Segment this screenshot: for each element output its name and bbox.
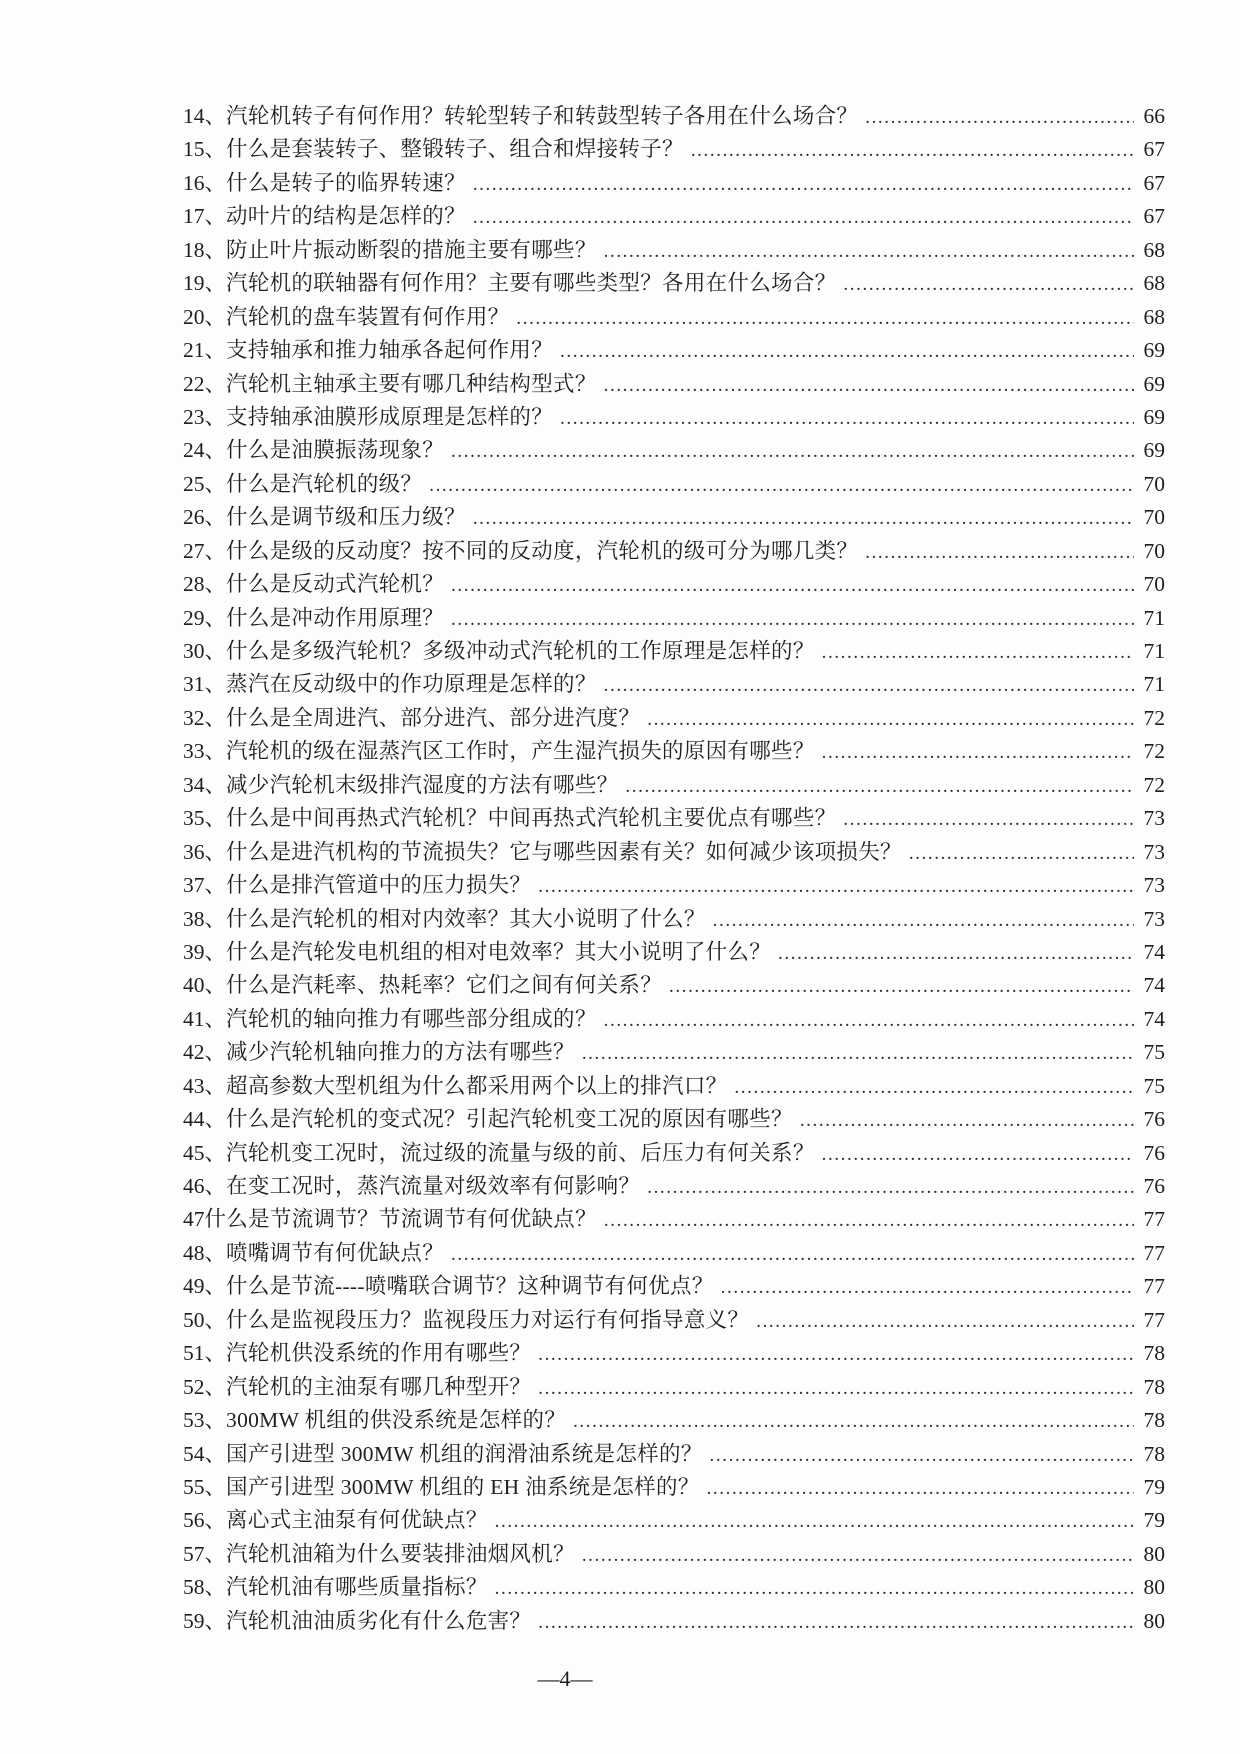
toc-entry-title: 300MW 机组的供没系统是怎样的？: [226, 1408, 567, 1433]
dotted-leader: [843, 806, 1134, 831]
toc-entry-title: 离心式主油泵有何优缺点？: [226, 1508, 488, 1533]
toc-entry-page-number: 66: [1143, 104, 1165, 128]
toc-entry-number: 17、: [183, 204, 227, 229]
toc-entry-page-number: 75: [1143, 1040, 1165, 1065]
dotted-leader: [734, 1074, 1134, 1099]
toc-entry-page-number: 75: [1143, 1073, 1165, 1098]
toc-entry-title: 什么是进汽机构的节流损失？它与哪些因素有关？如何减少该项损失？: [226, 839, 902, 864]
toc-entry-page-number: 78: [1143, 1374, 1165, 1399]
toc-entry-page-number: 78: [1143, 1441, 1165, 1466]
toc-entry-number: 29、: [183, 605, 227, 630]
toc-list: [183, 99, 1165, 1637]
toc-entry-number: 14、: [183, 104, 227, 128]
dotted-leader: [756, 1308, 1134, 1333]
toc-entry[interactable]: [183, 634, 1165, 667]
toc-entry-number: 55、: [183, 1474, 227, 1499]
toc-entry-page-number: 73: [1143, 806, 1165, 831]
dotted-leader: [473, 171, 1134, 196]
dotted-leader: [707, 1475, 1134, 1500]
toc-entry-page-number: 80: [1143, 1608, 1165, 1633]
toc-entry[interactable]: [183, 1403, 1165, 1436]
toc-entry-title: 什么是汽轮机的级？: [226, 471, 423, 496]
toc-entry-title: 汽轮机的盘车装置有何作用？: [226, 304, 510, 329]
toc-entry-title: 什么是冲动作用原理？: [226, 605, 445, 630]
toc-entry-number: 59、: [183, 1608, 227, 1633]
toc-entry[interactable]: [183, 400, 1165, 433]
toc-entry[interactable]: [183, 1202, 1165, 1235]
toc-entry[interactable]: [183, 1002, 1165, 1035]
toc-entry-title: 在变工况时，蒸汽流量对级效率有何影响？: [226, 1174, 641, 1198]
toc-entry-number: 32、: [183, 705, 227, 730]
dotted-leader: [573, 1408, 1134, 1433]
dotted-leader: [473, 505, 1134, 530]
toc-entry[interactable]: [183, 1303, 1165, 1336]
toc-entry-number: 47: [183, 1207, 205, 1232]
toc-entry-number: 53、: [183, 1408, 227, 1433]
toc-entry[interactable]: [183, 935, 1165, 968]
toc-entry[interactable]: [183, 1503, 1165, 1536]
toc-entry-title: 什么是油膜振荡现象？: [226, 438, 445, 463]
toc-entry[interactable]: [183, 99, 1165, 132]
toc-entry[interactable]: [183, 500, 1165, 533]
toc-entry-number: 58、: [183, 1575, 227, 1600]
dotted-leader: [647, 1174, 1134, 1199]
toc-entry[interactable]: [183, 667, 1165, 700]
toc-entry[interactable]: [183, 968, 1165, 1001]
toc-entry-page-number: 69: [1143, 438, 1165, 463]
toc-entry-number: 52、: [183, 1374, 227, 1399]
toc-entry-page-number: 67: [1143, 137, 1165, 162]
toc-entry-page-number: 68: [1143, 304, 1165, 329]
dotted-leader: [647, 706, 1134, 731]
toc-entry-page-number: 71: [1143, 639, 1165, 663]
dotted-leader: [604, 1207, 1134, 1232]
toc-entry-number: 22、: [183, 371, 227, 396]
dotted-leader: [713, 907, 1134, 932]
toc-entry-page-number: 78: [1143, 1408, 1165, 1433]
toc-entry-number: 30、: [183, 639, 227, 663]
toc-entry-title: 什么是节流调节？节流调节有何优缺点？: [204, 1207, 597, 1232]
toc-entry[interactable]: [183, 534, 1165, 567]
toc-entry[interactable]: [183, 1336, 1165, 1369]
toc-entry-title: 什么是排汽管道中的压力损失？: [226, 873, 532, 898]
toc-entry-page-number: 72: [1143, 772, 1165, 797]
toc-entry-number: 37、: [183, 873, 227, 898]
toc-entry-page-number: 74: [1143, 1006, 1165, 1031]
dotted-leader: [560, 338, 1134, 363]
toc-entry-page-number: 71: [1143, 672, 1165, 697]
toc-entry-number: 18、: [183, 237, 227, 262]
toc-entry[interactable]: [183, 199, 1165, 232]
toc-entry-title: 什么是套装转子、整锻转子、组合和焊接转子？: [226, 137, 684, 162]
toc-entry-title: 喷嘴调节有何优缺点？: [226, 1240, 445, 1265]
dotted-leader: [582, 1542, 1134, 1567]
dotted-leader: [538, 1375, 1134, 1400]
toc-entry-title: 蒸汽在反动级中的作功原理是怎样的？: [226, 672, 597, 697]
toc-entry-page-number: 69: [1143, 338, 1165, 363]
toc-entry-number: 36、: [183, 839, 227, 864]
toc-entry-page-number: 80: [1143, 1541, 1165, 1566]
toc-entry-title: 动叶片的结构是怎样的？: [226, 204, 466, 229]
toc-entry-page-number: 67: [1143, 204, 1165, 229]
toc-entry-page-number: 73: [1143, 839, 1165, 864]
toc-entry-number: 45、: [183, 1140, 227, 1165]
dotted-leader: [909, 840, 1134, 865]
toc-entry-page-number: 79: [1143, 1474, 1165, 1499]
toc-entry-title: 超高参数大型机组为什么都采用两个以上的排汽口？: [226, 1073, 728, 1098]
toc-entry-title: 汽轮机油油质劣化有什么危害？: [226, 1608, 532, 1633]
toc-entry[interactable]: [183, 333, 1165, 366]
toc-entry-title: 汽轮机变工况时，流过级的流量与级的前、后压力有何关系？: [226, 1140, 815, 1165]
toc-entry-number: 33、: [183, 739, 227, 764]
toc-entry-number: 42、: [183, 1040, 227, 1065]
toc-entry[interactable]: [183, 1236, 1165, 1269]
dotted-leader: [843, 271, 1134, 296]
dotted-leader: [516, 305, 1134, 330]
toc-entry-title: 什么是中间再热式汽轮机？中间再热式汽轮机主要优点有哪些？: [226, 806, 837, 831]
toc-entry-number: 23、: [183, 404, 227, 429]
toc-entry-number: 25、: [183, 471, 227, 496]
toc-entry-page-number: 69: [1143, 371, 1165, 396]
toc-entry-title: 支持轴承油膜形成原理是怎样的？: [226, 404, 554, 429]
toc-entry-number: 38、: [183, 906, 227, 931]
toc-entry-title: 什么是汽耗率、热耗率？它们之间有何关系？: [226, 973, 663, 998]
toc-entry-title: 什么是监视段压力？监视段压力对运行有何指导意义？: [226, 1307, 750, 1332]
toc-entry[interactable]: [183, 367, 1165, 400]
toc-entry-page-number: 73: [1143, 873, 1165, 898]
dotted-leader: [495, 1575, 1134, 1600]
toc-entry-number: 16、: [183, 170, 227, 195]
toc-entry[interactable]: [183, 1069, 1165, 1102]
toc-entry-number: 34、: [183, 772, 227, 797]
toc-entry[interactable]: [183, 1537, 1165, 1570]
dotted-leader: [604, 1007, 1134, 1032]
toc-entry-title: 汽轮机供没系统的作用有哪些？: [226, 1341, 532, 1366]
toc-entry-title: 汽轮机转子有何作用？转轮型转子和转鼓型转子各用在什么场合？: [226, 104, 859, 128]
dotted-leader: [669, 973, 1134, 998]
toc-entry-page-number: 74: [1143, 939, 1165, 964]
toc-entry-title: 汽轮机主轴承主要有哪几种结构型式？: [226, 371, 597, 396]
toc-entry[interactable]: [183, 902, 1165, 935]
toc-entry-title: 汽轮机的联轴器有何作用？主要有哪些类型？各用在什么场合？: [226, 271, 837, 296]
toc-entry-page-number: 76: [1143, 1107, 1165, 1132]
toc-entry-title: 汽轮机油有哪些质量指标？: [226, 1575, 488, 1600]
toc-entry-title: 汽轮机的级在湿蒸汽区工作时，产生湿汽损失的原因有哪些？: [226, 739, 815, 764]
toc-entry-number: 21、: [183, 338, 227, 363]
toc-entry-page-number: 72: [1143, 705, 1165, 730]
toc-entry-number: 20、: [183, 304, 227, 329]
toc-entry-number: 28、: [183, 572, 227, 597]
toc-entry-number: 48、: [183, 1240, 227, 1265]
toc-entry-title: 汽轮机的主油泵有哪几种型开？: [226, 1374, 532, 1399]
dotted-leader: [582, 1040, 1134, 1065]
toc-entry-page-number: 76: [1143, 1174, 1165, 1198]
toc-entry-page-number: 71: [1143, 605, 1165, 630]
dotted-leader: [429, 472, 1134, 497]
toc-entry-number: 44、: [183, 1107, 227, 1132]
toc-entry-page-number: 74: [1143, 973, 1165, 998]
toc-entry-page-number: 68: [1143, 271, 1165, 296]
toc-entry-title: 支持轴承和推力轴承各起何作用？: [226, 338, 554, 363]
dotted-leader: [560, 405, 1134, 430]
toc-entry-page-number: 70: [1143, 505, 1165, 530]
dotted-leader: [710, 1442, 1134, 1467]
toc-entry-number: 41、: [183, 1006, 227, 1031]
toc-entry-title: 什么是反动式汽轮机？: [226, 572, 445, 597]
toc-entry-number: 24、: [183, 438, 227, 463]
toc-entry[interactable]: [183, 467, 1165, 500]
toc-entry-page-number: 70: [1143, 538, 1165, 563]
toc-entry-title: 减少汽轮机末级排汽湿度的方法有哪些？: [226, 772, 619, 797]
toc-entry[interactable]: [183, 734, 1165, 767]
toc-entry-title: 国产引进型 300MW 机组的 EH 油系统是怎样的？: [226, 1474, 700, 1499]
toc-entry[interactable]: [183, 1437, 1165, 1470]
toc-entry-number: 51、: [183, 1341, 227, 1366]
toc-entry-number: 46、: [183, 1174, 227, 1198]
toc-entry-title: 减少汽轮机轴向推力的方法有哪些？: [226, 1040, 575, 1065]
toc-entry-number: 54、: [183, 1441, 227, 1466]
toc-entry[interactable]: [183, 601, 1165, 634]
dotted-leader: [451, 606, 1134, 631]
toc-entry-page-number: 68: [1143, 237, 1165, 262]
toc-entry-page-number: 78: [1143, 1341, 1165, 1366]
toc-entry-title: 什么是汽轮机的变式况？引起汽轮机变工况的原因有哪些？: [226, 1107, 793, 1132]
toc-entry-title: 什么是转子的临界转速？: [226, 170, 466, 195]
toc-entry-number: 15、: [183, 137, 227, 162]
toc-entry[interactable]: [183, 1102, 1165, 1135]
toc-entry[interactable]: [183, 1470, 1165, 1503]
toc-entry[interactable]: [183, 300, 1165, 333]
toc-entry[interactable]: [183, 233, 1165, 266]
toc-entry-page-number: 77: [1143, 1207, 1165, 1232]
toc-entry-page-number: 77: [1143, 1240, 1165, 1265]
toc-entry[interactable]: [183, 132, 1165, 165]
toc-entry-page-number: 79: [1143, 1508, 1165, 1533]
toc-entry-page-number: 69: [1143, 404, 1165, 429]
toc-entry[interactable]: [183, 1370, 1165, 1403]
toc-entry-number: 31、: [183, 672, 227, 697]
toc-entry-title: 汽轮机油箱为什么要装排油烟风机？: [226, 1541, 575, 1566]
toc-entry[interactable]: [183, 1570, 1165, 1603]
toc-entry[interactable]: [183, 433, 1165, 466]
toc-entry-title: 什么是全周进汽、部分进汽、部分进汽度？: [226, 705, 641, 730]
toc-entry-title: 汽轮机的轴向推力有哪些部分组成的？: [226, 1006, 597, 1031]
toc-entry[interactable]: [183, 835, 1165, 868]
toc-entry-number: 40、: [183, 973, 227, 998]
toc-entry-number: 56、: [183, 1508, 227, 1533]
toc-entry-page-number: 70: [1143, 572, 1165, 597]
dotted-leader: [495, 1508, 1134, 1533]
dotted-leader: [538, 873, 1134, 898]
toc-entry-page-number: 73: [1143, 906, 1165, 931]
dotted-leader: [691, 137, 1134, 162]
toc-entry-number: 57、: [183, 1541, 227, 1566]
dotted-leader: [538, 1609, 1134, 1634]
dotted-leader: [625, 773, 1134, 798]
page-number-footer: —4—: [537, 1666, 593, 1691]
toc-entry-page-number: 77: [1143, 1307, 1165, 1332]
toc-entry-title: 什么是级的反动度？按不同的反动度，汽轮机的级可分为哪几类？: [226, 538, 859, 563]
toc-entry-number: 26、: [183, 505, 227, 530]
toc-entry[interactable]: [183, 768, 1165, 801]
toc-entry-number: 49、: [183, 1274, 227, 1299]
toc-entry-number: 35、: [183, 806, 227, 831]
dotted-leader: [604, 238, 1134, 263]
dotted-leader: [822, 739, 1134, 764]
toc-entry-page-number: 77: [1143, 1274, 1165, 1299]
dotted-leader: [451, 1241, 1134, 1266]
toc-entry-page-number: 76: [1143, 1140, 1165, 1165]
dotted-leader: [538, 1341, 1134, 1366]
dotted-leader: [822, 1141, 1134, 1166]
toc-entry[interactable]: [183, 868, 1165, 901]
toc-entry-number: 19、: [183, 271, 227, 296]
toc-entry-number: 27、: [183, 538, 227, 563]
toc-entry[interactable]: [183, 1604, 1165, 1637]
toc-entry-number: 50、: [183, 1307, 227, 1332]
toc-entry-page-number: 80: [1143, 1575, 1165, 1600]
dotted-leader: [604, 372, 1134, 397]
toc-entry-number: 39、: [183, 939, 227, 964]
toc-entry[interactable]: [183, 1035, 1165, 1068]
dotted-leader: [778, 940, 1134, 965]
toc-entry[interactable]: [183, 567, 1165, 600]
dotted-leader: [451, 438, 1134, 463]
toc-entry[interactable]: [183, 801, 1165, 834]
toc-entry[interactable]: [183, 1169, 1165, 1202]
toc-entry-number: 43、: [183, 1073, 227, 1098]
toc-entry[interactable]: [183, 1269, 1165, 1302]
dotted-leader: [604, 672, 1134, 697]
dotted-leader: [721, 1274, 1134, 1299]
toc-entry[interactable]: [183, 266, 1165, 299]
dotted-leader: [865, 104, 1134, 129]
dotted-leader: [865, 539, 1134, 564]
toc-entry[interactable]: [183, 166, 1165, 199]
toc-entry-title: 防止叶片振动断裂的措施主要有哪些？: [226, 237, 597, 262]
toc-entry-title: 什么是多级汽轮机？多级冲动式汽轮机的工作原理是怎样的？: [226, 639, 815, 663]
toc-entry-page-number: 70: [1143, 471, 1165, 496]
dotted-leader: [822, 639, 1134, 664]
toc-entry-title: 什么是汽轮机的相对内效率？其大小说明了什么？: [226, 906, 706, 931]
toc-entry-page-number: 67: [1143, 170, 1165, 195]
toc-entry-title: 什么是节流----喷嘴联合调节？这种调节有何优点？: [226, 1274, 714, 1299]
dotted-leader: [800, 1107, 1134, 1132]
toc-entry-title: 什么是汽轮发电机组的相对电效率？其大小说明了什么？: [226, 939, 772, 964]
toc-entry[interactable]: [183, 1136, 1165, 1169]
toc-entry-title: 什么是调节级和压力级？: [226, 505, 466, 530]
dotted-leader: [473, 204, 1134, 229]
dotted-leader: [451, 572, 1134, 597]
toc-entry[interactable]: [183, 701, 1165, 734]
toc-entry-title: 国产引进型 300MW 机组的润滑油系统是怎样的？: [226, 1441, 703, 1466]
toc-entry-page-number: 72: [1143, 739, 1165, 764]
